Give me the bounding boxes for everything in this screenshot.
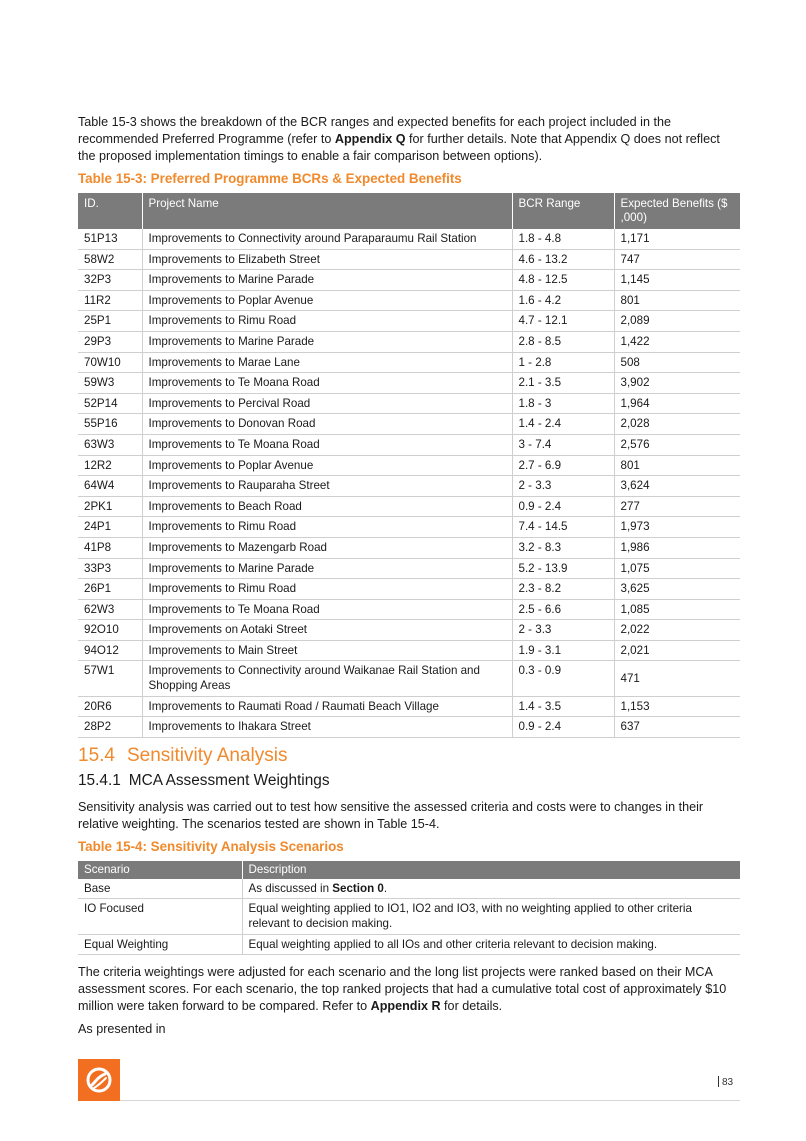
table-row	[78, 558, 740, 579]
cell-id: 28P2	[78, 717, 142, 738]
cell-bcr-range: 2 - 3.3	[512, 620, 614, 641]
cell-expected-benefits: 3,902	[614, 373, 740, 394]
table-row	[78, 640, 740, 661]
cell-expected-benefits: 801	[614, 455, 740, 476]
cell-id: 58W2	[78, 249, 142, 270]
cell-bcr-range: 2.3 - 8.2	[512, 579, 614, 600]
table-15-3-caption: Table 15-3: Preferred Programme BCRs & Expected Benefits	[78, 171, 462, 186]
cell-expected-benefits: 1,422	[614, 331, 740, 352]
cell-expected-benefits: 471	[614, 661, 740, 696]
cell-project-name: Improvements to Rimu Road	[142, 311, 512, 332]
table-row	[78, 229, 740, 249]
cell-scenario: Equal Weighting	[78, 934, 242, 955]
cell-id: 25P1	[78, 311, 142, 332]
cell-project-name: Improvements to Percival Road	[142, 393, 512, 414]
closing-text: The criteria weightings were adjusted for each scenario and the long list projects were ranked based on their MCA assessment scores. For each scenario, the top ranked projects that had a cumulative total cost of approximately $10 million were taken forward to be compared. Refer to	[78, 965, 727, 1014]
cell-expected-benefits: 2,089	[614, 311, 740, 332]
cell-expected-benefits: 1,986	[614, 537, 740, 558]
scenarios-table	[78, 861, 740, 955]
page-number	[718, 1076, 733, 1088]
table-row	[78, 311, 740, 332]
cell-bcr-range: 2 - 3.3	[512, 476, 614, 497]
table-row	[78, 717, 740, 738]
table-row	[78, 414, 740, 435]
scenarios-table-header	[78, 861, 740, 879]
table-row	[78, 434, 740, 455]
cell-description	[242, 879, 740, 899]
cell-project-name: Improvements to Rimu Road	[142, 579, 512, 600]
cell-expected-benefits: 508	[614, 352, 740, 373]
appendix-q-reference: Appendix Q	[334, 132, 406, 146]
cell-project-name: Improvements to Marine Parade	[142, 270, 512, 291]
header-project-name: Project Name	[142, 193, 512, 229]
cell-project-name: Improvements to Raumati Road / Raumati Beach Village	[142, 696, 512, 717]
cell-id: 41P8	[78, 537, 142, 558]
cell-id: 32P3	[78, 270, 142, 291]
cell-id: 52P14	[78, 393, 142, 414]
cell-description	[242, 934, 740, 955]
intro-text-end: for further details. Note that Appendix Q does not reflect the proposed implementation timings to enable a fair comparison between options).	[78, 132, 720, 163]
table-row	[78, 270, 740, 291]
scenarios-table-body	[78, 879, 740, 955]
page-number-separator	[718, 1076, 719, 1087]
cell-id: 26P1	[78, 579, 142, 600]
cell-bcr-range: 4.6 - 13.2	[512, 249, 614, 270]
cell-bcr-range: 1.6 - 4.2	[512, 290, 614, 311]
intro-text: Table 15-3 shows the breakdown of the BCR ranges and expected benefits for each project included in the recommended Preferred Programme (refer to	[78, 115, 671, 146]
cell-project-name: Improvements to Marine Parade	[142, 331, 512, 352]
cell-bcr-range: 3.2 - 8.3	[512, 537, 614, 558]
cell-bcr-range: 2.7 - 6.9	[512, 455, 614, 476]
cell-expected-benefits: 2,028	[614, 414, 740, 435]
company-logo-icon	[78, 1059, 120, 1101]
table-row	[78, 393, 740, 414]
cell-expected-benefits: 1,085	[614, 599, 740, 620]
cell-id: 55P16	[78, 414, 142, 435]
cell-bcr-range: 1.8 - 3	[512, 393, 614, 414]
cell-project-name: Improvements to Ihakara Street	[142, 717, 512, 738]
cell-id: 51P13	[78, 229, 142, 249]
bcr-table-body	[78, 229, 740, 737]
as-presented-paragraph: As presented in	[78, 1022, 166, 1037]
cell-bcr-range: 4.7 - 12.1	[512, 311, 614, 332]
cell-project-name: Improvements to Rauparaha Street	[142, 476, 512, 497]
cell-expected-benefits: 3,625	[614, 579, 740, 600]
cell-expected-benefits: 3,624	[614, 476, 740, 497]
cell-expected-benefits: 747	[614, 249, 740, 270]
cell-bcr-range: 1.4 - 3.5	[512, 696, 614, 717]
cell-project-name: Improvements to Poplar Avenue	[142, 290, 512, 311]
table-row	[78, 455, 740, 476]
cell-bcr-range: 4.8 - 12.5	[512, 270, 614, 291]
section-title: Sensitivity Analysis	[126, 744, 288, 766]
cell-bcr-range: 0.9 - 2.4	[512, 496, 614, 517]
cell-bcr-range: 2.5 - 6.6	[512, 599, 614, 620]
closing-text-end: for details.	[440, 999, 503, 1014]
cell-project-name: Improvements to Connectivity around Paraparaumu Rail Station	[142, 229, 512, 249]
cell-id: 2PK1	[78, 496, 142, 517]
cell-project-name: Improvements to Te Moana Road	[142, 434, 512, 455]
cell-expected-benefits: 1,973	[614, 517, 740, 538]
cell-id: 62W3	[78, 599, 142, 620]
table-row	[78, 249, 740, 270]
header-bcr-range: BCR Range	[512, 193, 614, 229]
cell-bcr-range: 1.4 - 2.4	[512, 414, 614, 435]
description-text: Equal weighting applied to IO1, IO2 and IO3, with no weighting applied to other criteria relevant to decision making.	[248, 902, 692, 931]
table-row	[78, 879, 740, 899]
bcr-table-header	[78, 193, 740, 229]
cell-id: 63W3	[78, 434, 142, 455]
cell-expected-benefits: 2,022	[614, 620, 740, 641]
header-description: Description	[242, 861, 740, 879]
table-row	[78, 696, 740, 717]
cell-id: 12R2	[78, 455, 142, 476]
description-text: Equal weighting applied to all IOs and other criteria relevant to decision making.	[248, 937, 658, 951]
table-row	[78, 290, 740, 311]
cell-id: 57W1	[78, 661, 142, 696]
cell-scenario: IO Focused	[78, 899, 242, 934]
table-row	[78, 537, 740, 558]
cell-bcr-range: 3 - 7.4	[512, 434, 614, 455]
table-row	[78, 517, 740, 538]
sensitivity-paragraph: Sensitivity analysis was carried out to test how sensitive the assessed criteria and costs were to changes in their relative weighting. The scenarios tested are shown in Table 15-4.	[78, 799, 704, 831]
cell-bcr-range: 7.4 - 14.5	[512, 517, 614, 538]
description-text: As discussed in	[248, 881, 333, 895]
cell-expected-benefits: 277	[614, 496, 740, 517]
cell-project-name: Improvements to Elizabeth Street	[142, 249, 512, 270]
table-row	[78, 373, 740, 394]
table-row	[78, 476, 740, 497]
section-number: 15.4	[78, 744, 115, 766]
cell-expected-benefits: 801	[614, 290, 740, 311]
cell-project-name: Improvements to Poplar Avenue	[142, 455, 512, 476]
cell-id: 64W4	[78, 476, 142, 497]
cell-bcr-range: 5.2 - 13.9	[512, 558, 614, 579]
cell-project-name: Improvements to Beach Road	[142, 496, 512, 517]
cell-project-name: Improvements to Rimu Road	[142, 517, 512, 538]
closing-paragraph	[78, 964, 740, 1015]
table-row	[78, 934, 740, 955]
intro-paragraph	[78, 114, 740, 165]
cell-project-name: Improvements on Aotaki Street	[142, 620, 512, 641]
cell-expected-benefits: 637	[614, 717, 740, 738]
cell-id: 11R2	[78, 290, 142, 311]
footer-divider	[120, 1100, 740, 1101]
page-number-text: 83	[722, 1077, 734, 1088]
section-reference: Section 0	[332, 881, 384, 895]
cell-scenario: Base	[78, 879, 242, 899]
subsection-number: 15.4.1	[78, 771, 121, 789]
subsection-heading	[78, 771, 740, 791]
cell-expected-benefits: 1,171	[614, 229, 740, 249]
cell-expected-benefits: 2,576	[614, 434, 740, 455]
cell-expected-benefits: 1,153	[614, 696, 740, 717]
table-row	[78, 661, 740, 696]
cell-id: 70W10	[78, 352, 142, 373]
cell-project-name: Improvements to Main Street	[142, 640, 512, 661]
table-row	[78, 496, 740, 517]
cell-id: 33P3	[78, 558, 142, 579]
cell-id: 92O10	[78, 620, 142, 641]
cell-bcr-range: 1.9 - 3.1	[512, 640, 614, 661]
cell-project-name: Improvements to Te Moana Road	[142, 373, 512, 394]
cell-project-name: Improvements to Te Moana Road	[142, 599, 512, 620]
cell-project-name: Improvements to Donovan Road	[142, 414, 512, 435]
cell-bcr-range: 1.8 - 4.8	[512, 229, 614, 249]
table-15-4-caption: Table 15-4: Sensitivity Analysis Scenarios	[78, 838, 344, 854]
subsection-title: MCA Assessment Weightings	[128, 771, 330, 789]
table-row	[78, 899, 740, 934]
appendix-r-reference: Appendix R	[370, 999, 441, 1014]
cell-bcr-range: 1 - 2.8	[512, 352, 614, 373]
header-scenario: Scenario	[78, 861, 242, 879]
cell-id: 20R6	[78, 696, 142, 717]
cell-id: 59W3	[78, 373, 142, 394]
cell-id: 94O12	[78, 640, 142, 661]
cell-expected-benefits: 1,075	[614, 558, 740, 579]
section-heading	[78, 744, 740, 768]
cell-project-name: Improvements to Connectivity around Waikanae Rail Station and Shopping Areas	[142, 661, 512, 696]
description-text-end: .	[383, 881, 388, 895]
cell-id: 29P3	[78, 331, 142, 352]
bcr-table	[78, 193, 740, 738]
cell-bcr-range: 0.3 - 0.9	[512, 661, 614, 696]
cell-expected-benefits: 2,021	[614, 640, 740, 661]
table-row	[78, 352, 740, 373]
cell-bcr-range: 2.8 - 8.5	[512, 331, 614, 352]
cell-expected-benefits: 1,145	[614, 270, 740, 291]
table-row	[78, 620, 740, 641]
cell-expected-benefits: 1,964	[614, 393, 740, 414]
table-row	[78, 599, 740, 620]
header-expected-benefits: Expected Benefits ($ ,000)	[614, 193, 740, 229]
table-row	[78, 331, 740, 352]
cell-bcr-range: 2.1 - 3.5	[512, 373, 614, 394]
cell-project-name: Improvements to Marae Lane	[142, 352, 512, 373]
cell-id: 24P1	[78, 517, 142, 538]
header-id: ID.	[78, 193, 142, 229]
cell-project-name: Improvements to Marine Parade	[142, 558, 512, 579]
cell-bcr-range: 0.9 - 2.4	[512, 717, 614, 738]
cell-description	[242, 899, 740, 934]
table-row	[78, 579, 740, 600]
document-page	[78, 114, 740, 1038]
cell-project-name: Improvements to Mazengarb Road	[142, 537, 512, 558]
